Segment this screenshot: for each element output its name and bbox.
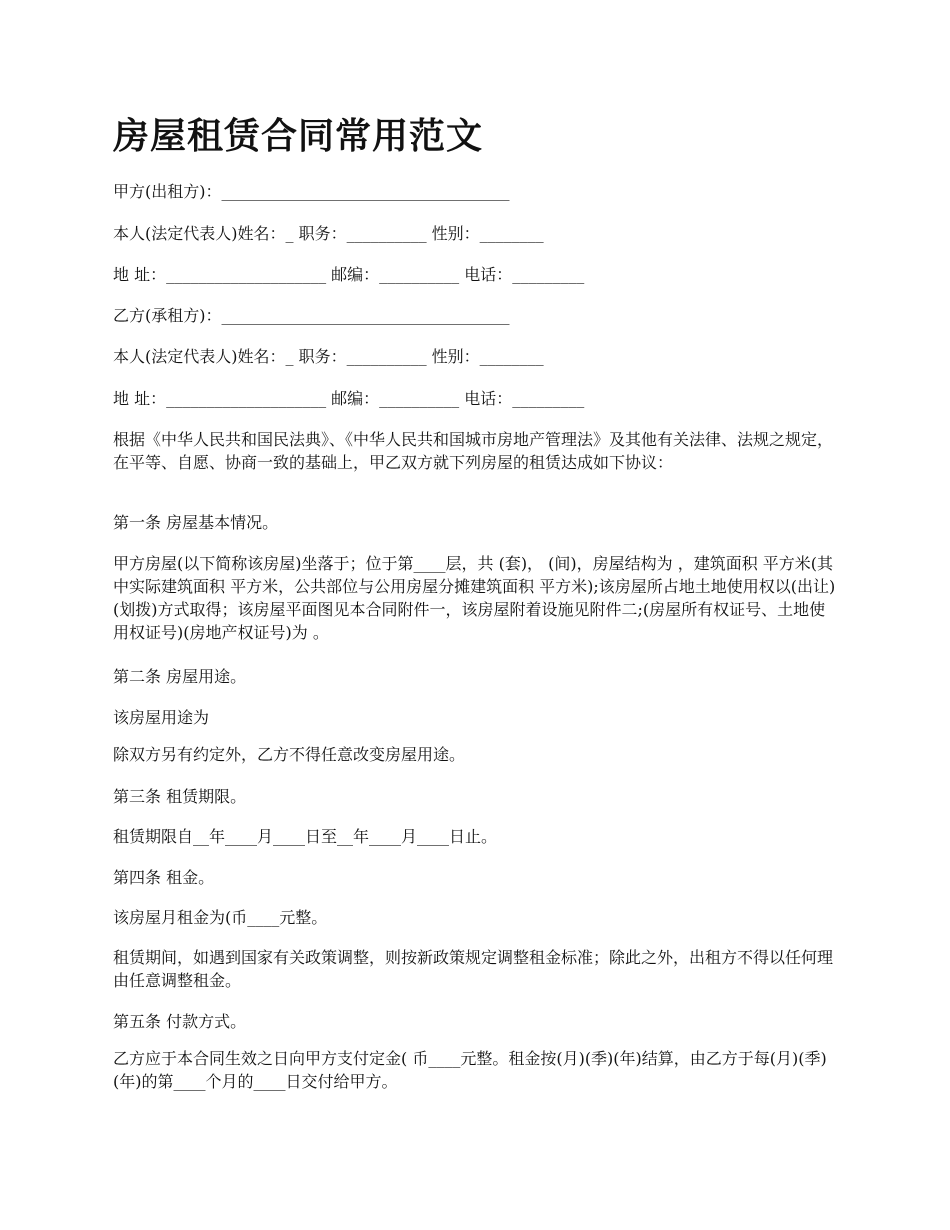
article-4-heading: 第四条 租金。 — [113, 868, 215, 887]
lessor-representative-line: 本人(法定代表人)姓名：_ 职务：__________ 性别：________ — [113, 224, 544, 243]
lessor-address-line: 地 址：____________________ 邮编：__________ 电话：_________ — [113, 265, 585, 284]
article-3-body: 租赁期限自__年____月____日至__年____月____日止。 — [113, 827, 498, 846]
article-4-body: 该房屋月租金为(币____元整。 — [113, 908, 328, 927]
article-4-adjustment: 租赁期间，如遇到国家有关政策调整，则按新政策规定调整租金标准；除此之外，出租方不得以任何理由任意调整租金。 — [113, 948, 834, 990]
lessee-representative-line: 本人(法定代表人)姓名：_ 职务：__________ 性别：________ — [113, 347, 544, 366]
article-1-body: 甲方房屋(以下简称该房屋)坐落于；位于第____层，共 (套)， (间)，房屋结构为 ，建筑面积 平方米(其中实际建筑面积 平方米，公共部位与公用房屋分摊建筑面积 平方米);该房屋所占地土地使用权以(出让)(划拨)方式取得；该房屋平面图见本合同附件一，该房屋附着设施见附件二;(房屋所有权证号、土地使用权证号)(房地产权证号)为 。 — [113, 554, 836, 642]
lessor-line: 甲方(出租方)：____________________________________ — [113, 182, 510, 201]
lessee-address-line: 地 址：____________________ 邮编：__________ 电话：_________ — [113, 389, 585, 408]
lessee-line: 乙方(承租方)：____________________________________ — [113, 306, 510, 325]
preamble-paragraph: 根据《中华人民共和国民法典》、《中华人民共和国城市房地产管理法》及其他有关法律、法规之规定，在平等、自愿、协商一致的基础上，甲乙双方就下列房屋的租赁达成如下协议： — [113, 430, 834, 472]
article-2-body: 该房屋用途为 — [113, 708, 210, 727]
article-5-body: 乙方应于本合同生效之日向甲方支付定金( 币____元整。租金按(月)(季)(年)结算，由乙方于每(月)(季)(年)的第____个月的____日交付给甲方。 — [113, 1049, 827, 1091]
document-title: 房屋租赁合同常用范文 — [113, 115, 484, 157]
article-2-note: 除双方另有约定外，乙方不得任意改变房屋用途。 — [113, 745, 466, 764]
article-3-heading: 第三条 租赁期限。 — [113, 787, 247, 806]
article-2-heading: 第二条 房屋用途。 — [113, 667, 247, 686]
article-1-heading: 第一条 房屋基本情况。 — [113, 513, 279, 532]
article-5-heading: 第五条 付款方式。 — [113, 1012, 247, 1031]
